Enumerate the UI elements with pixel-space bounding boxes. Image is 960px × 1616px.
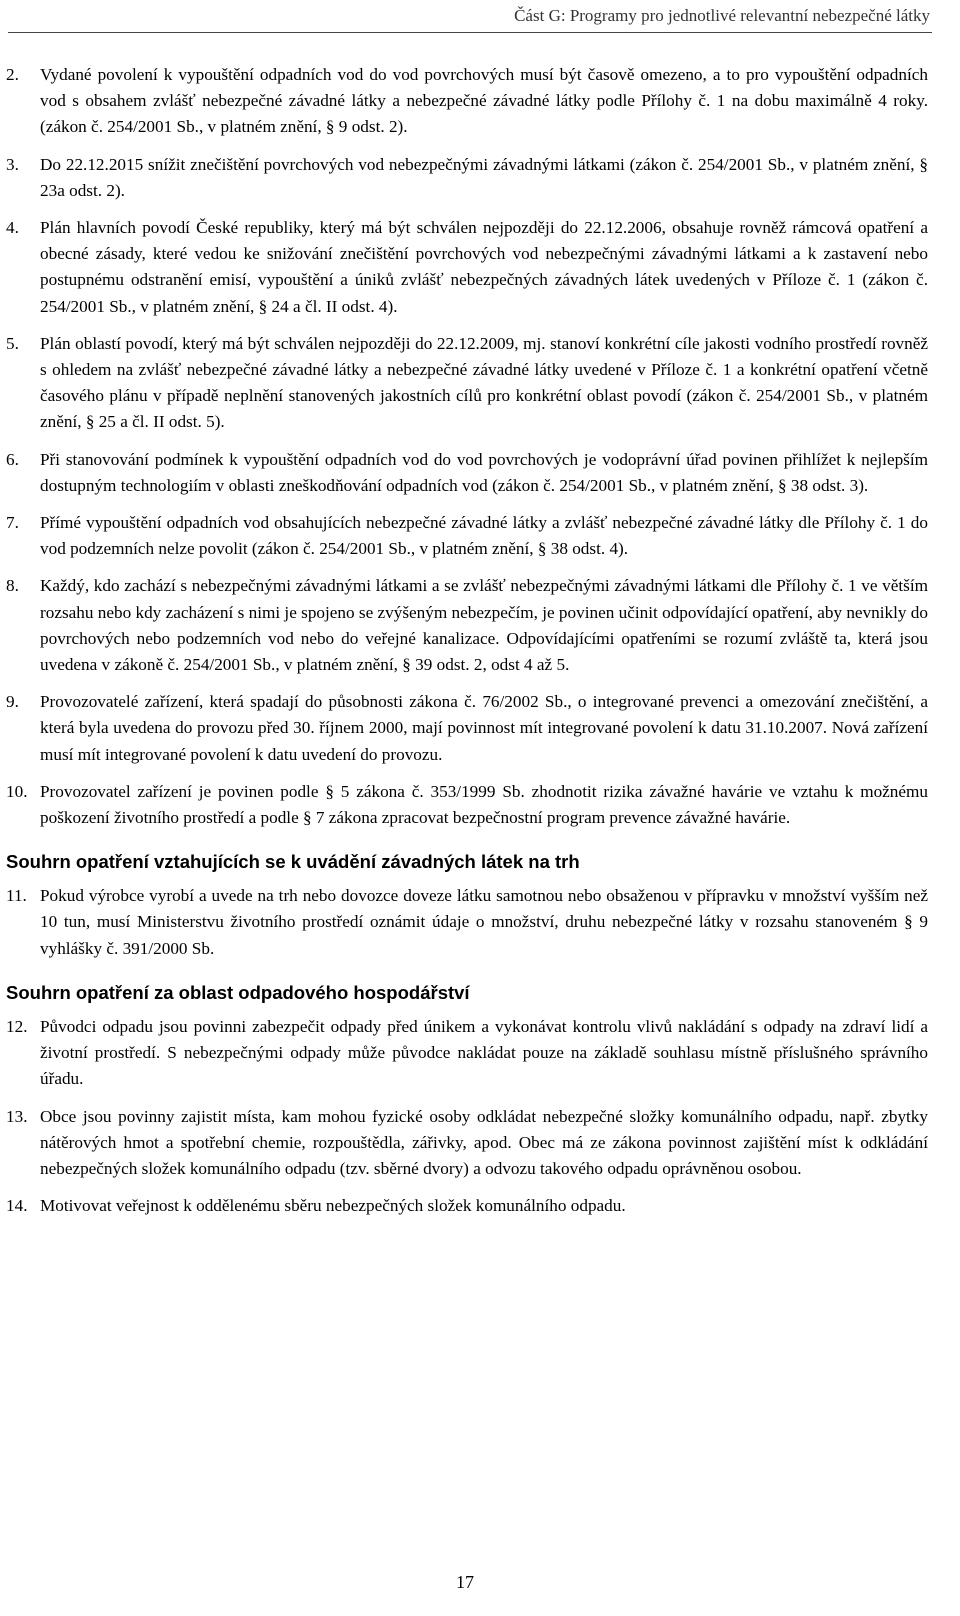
item-text: Provozovatelé zařízení, která spadají do působnosti zákona č. 76/2002 Sb., o integrované prevenci a omezování znečištění, a která byla uvedena do provozu před 30. říjnem 2000, mají povinnost mít integrované povolení k datu 31.10.2007. Nová zařízení musí mít integrované povolení k datu uvedení do provozu. [40,692,928,764]
list-item [6,215,928,320]
list-item [6,573,928,678]
list-item [6,331,928,436]
list-item [6,689,928,768]
running-header: Část G: Programy pro jednotlivé relevantní nebezpečné látky [514,6,930,25]
section-heading-substances: Souhrn opatření vztahujících se k uvádění závadných látek na trh [6,851,580,873]
list-item [6,447,928,499]
list-item [6,779,928,831]
page-content [6,62,928,1230]
list-item [6,152,928,204]
item-text: Plán oblastí povodí, který má být schválen nejpozději do 22.12.2009, mj. stanoví konkrétní cíle jakosti vodního prostředí rovněž s ohledem na zvlášť nebezpečné závadné látky a nebezpečné závadné látky uvedené v Příloze č. 1 a konkrétní opatření včetně časového plánu v případě neplnění stanovených jakostních cílů pro konkrétní oblast povodí (zákon č. 254/2001 Sb., v platném znění, § 25 a čl. II odst. 5). [40,333,928,432]
page-number: 17 [456,1572,474,1592]
item-number: 2. [6,65,19,84]
item-number: 8. [6,576,19,596]
item-number: 11. [6,886,27,906]
item-number: 10. [6,781,28,801]
item-text: Plán hlavních povodí České republiky, který má být schválen nejpozději do 22.12.2006, obsahuje rovněž rámcová opatření a obecné zásady, které vedou ke snižování znečištění povrchových vod nebezpečnými závadnými látkami a k zastavení nebo postupnému odstranění emisí, vypouštění a úniků zvlášť nebezpečných závadných látek uvedených v Příloze č. 1 (zákon č. 254/2001 Sb., v platném znění, § 24 a čl. II odst. 4). [40,218,928,316]
item-text: Motivovat veřejnost k oddělenému sběru nebezpečných složek komunálního odpadu. [40,1196,626,1216]
item-number: 14. [6,1196,28,1216]
item-number: 5. [6,333,19,353]
list-item [6,1014,928,1093]
list-item [6,883,928,962]
section-heading-waste: Souhrn opatření za oblast odpadového hospodářství [6,981,470,1003]
item-number: 9. [6,692,19,712]
list-item [6,510,928,562]
list-item [6,1193,928,1219]
item-text: Při stanovování podmínek k vypouštění odpadních vod do vod povrchových je vodoprávní úřad povinen přihlížet k nejlepším dostupným technologiím v oblasti zneškodňování odpadních vod (zákon č. 254/2001 Sb., v platném znění, § 38 odst. 3). [40,449,928,495]
list-item [6,62,928,141]
item-text: Pokud výrobce vyrobí a uvede na trh nebo dovozce doveze látku samotnou nebo obsaženou v přípravku v množství vyšším než 10 tun, musí Ministerstvu životního prostředí oznámit údaje o množství, druhu nebezpečné látky v rozsahu stanoveném § 9 vyhlášky č. 391/2000 Sb. [40,886,928,958]
item-text: Obce jsou povinny zajistit místa, kam mohou fyzické osoby odkládat nebezpečné složky komunálního odpadu, např. zbytky nátěrových hmot a spotřební chemie, rozpouštědla, zářivky, apod. Obec má ze zákona povinnost zajištění míst k odkládání nebezpečných složek komunálního odpadu (tzv. sběrné dvory) a odvozu takového odpadu oprávněnou osobou. [40,1106,928,1178]
header-divider [8,32,932,33]
item-number: 3. [6,154,19,174]
item-number: 7. [6,513,19,533]
item-text: Do 22.12.2015 snížit znečištění povrchových vod nebezpečnými závadnými látkami (zákon č. 254/2001 Sb., v platném znění, § 23a odst. 2). [40,154,928,200]
item-text: Přímé vypouštění odpadních vod obsahujících nebezpečné závadné látky a zvlášť nebezpečné závadné látky dle Přílohy č. 1 do vod podzemních nelze povolit (zákon č. 254/2001 Sb., v platném znění, § 38 odst. 4). [40,513,928,559]
item-text: Provozovatel zařízení je povinen podle § 5 zákona č. 353/1999 Sb. zhodnotit rizika závažné havárie ve vztahu k možnému poškození životního prostředí a podle § 7 zákona zpracovat bezpečnostní program prevence závažné havárie. [40,781,928,828]
item-number: 6. [6,449,19,469]
item-number: 12. [6,1016,28,1036]
item-number: 13. [6,1106,28,1126]
list-item [6,1104,928,1183]
item-text: Každý, kdo zachází s nebezpečnými závadnými látkami a se zvlášť nebezpečnými závadnými látkami dle Přílohy č. 1 ve větším rozsahu nebo kdy zacházení s nimi je spojeno se zvýšeným nebezpečím, je povinen učinit odpovídající opatření, aby nevnikly do povrchových nebo podzemních vod nebo do veřejné kanalizace. Odpovídajícími opatřeními se rozumí zvláště ta, která jsou uvedena v zákoně č. 254/2001 Sb., v platném znění, § 39 odst. 2, odst 4 až 5. [40,576,928,675]
item-text: Původci odpadu jsou povinni zabezpečit odpady před únikem a vykonávat kontrolu vlivů nakládání s odpady na zdraví lidí a životní prostředí. S nebezpečnými odpady může původce nakládat pouze na základě souhlasu místně příslušného správního úřadu. [40,1016,928,1089]
item-text: Vydané povolení k vypouštění odpadních vod do vod povrchových musí být časově omezeno, a to pro vypouštění odpadních vod s obsahem zvlášť nebezpečné závadné látky a nebezpečné závadné látky podle Přílohy č. 1 na dobu maximálně 4 roky. (zákon č. 254/2001 Sb., v platném znění, § 9 odst. 2). [40,65,928,137]
item-number: 4. [6,218,19,238]
